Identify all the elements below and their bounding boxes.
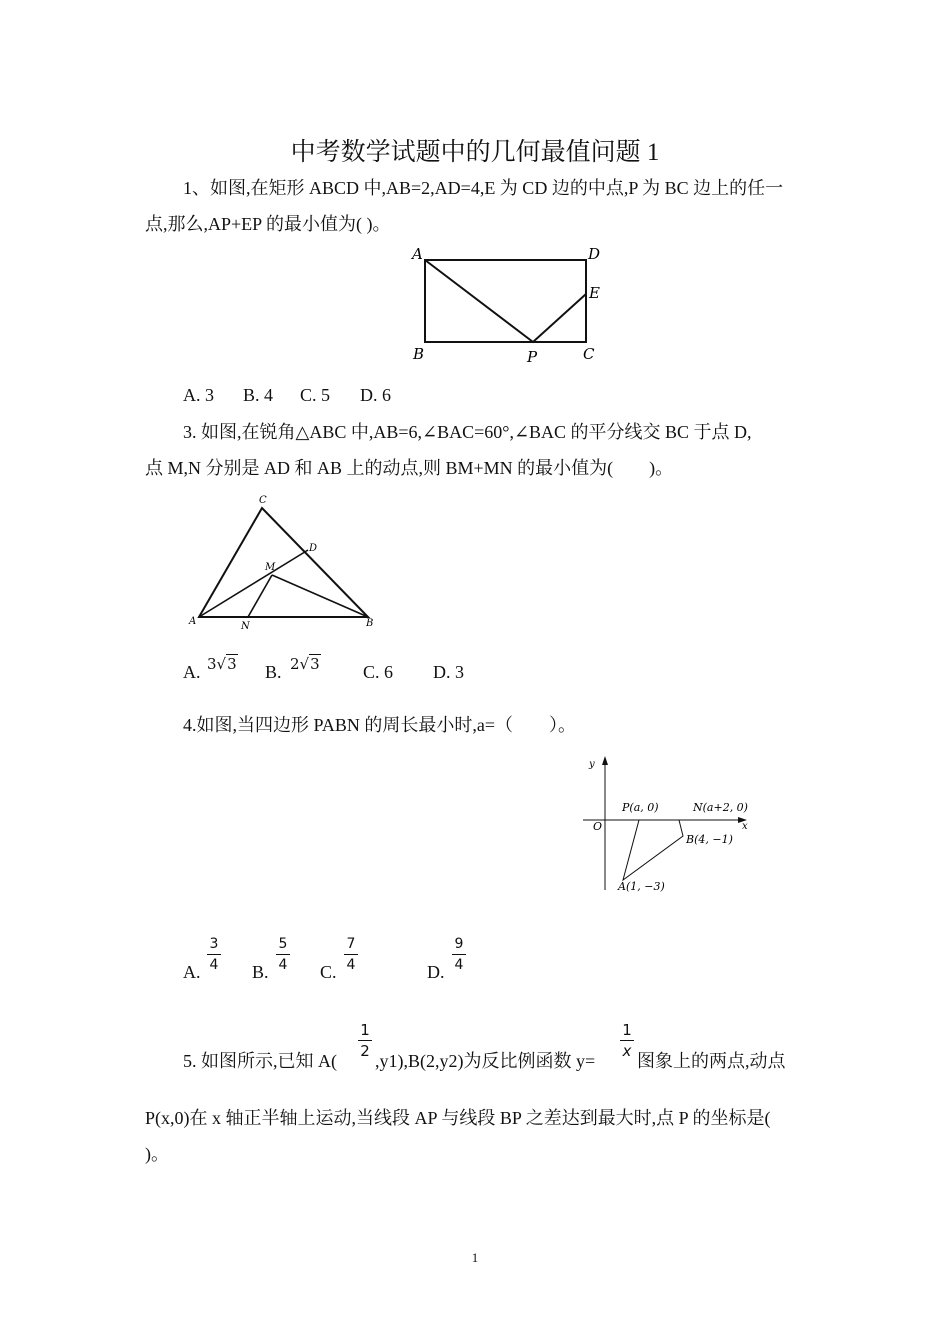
label-p: P(a, 0): [622, 801, 659, 814]
rectangle-abcd: [425, 260, 586, 342]
label-c: C: [259, 495, 267, 506]
label-a: A: [412, 245, 423, 263]
q4-option-c-fraction: 7 4: [344, 936, 358, 973]
page-number: 1: [471, 1250, 479, 1265]
label-e: E: [589, 284, 600, 302]
q3-text-line1: 3. 如图,在锐角△ABC 中,AB=6,∠BAC=60°,∠BAC 的平分线交 BC 于点 D,: [183, 422, 752, 442]
label-b: B: [366, 618, 374, 629]
q5-text-line2: P(x,0)在 x 轴正半轴上运动,当线段 AP 与线段 BP 之差达到最大时,点 P 的坐标是(: [145, 1108, 771, 1128]
q4-option-c-label: C.: [320, 962, 337, 982]
label-x: x: [742, 821, 748, 832]
q1-option-c: C. 5: [300, 385, 331, 405]
q1-option-d: D. 6: [360, 385, 391, 405]
path-a-p-e: [425, 260, 586, 342]
label-p: P: [527, 348, 538, 366]
q1-rectangle-figure: [405, 243, 605, 368]
q3-option-a-label: A.: [183, 662, 201, 682]
label-n: N: [241, 621, 250, 632]
q5-fraction-one-half: 1 2: [358, 1022, 372, 1059]
q4-option-d-label: D.: [427, 962, 445, 982]
q4-option-b-fraction: 5 4: [276, 936, 290, 973]
q4-option-d-fraction: 9 4: [452, 936, 466, 973]
q4-option-a-label: A.: [183, 962, 201, 982]
label-b: B: [413, 345, 425, 363]
q3-option-d: D. 3: [433, 662, 464, 682]
q5-text-part3: 图象上的两点,动点: [637, 1051, 786, 1071]
q1-option-a: A. 3: [183, 385, 214, 405]
q4-option-b-label: B.: [252, 962, 269, 982]
label-b: B(4, −1): [686, 833, 733, 846]
q5-text-part1: 5. 如图所示,已知 A(: [183, 1051, 337, 1071]
q3-option-b-label: B.: [265, 662, 282, 682]
q1-text-line1: 1、如图,在矩形 ABCD 中,AB=2,AD=4,E 为 CD 边的中点,P 为 BC 边上的任一: [183, 178, 784, 198]
label-y: y: [589, 759, 595, 770]
q5-text-line3: )。: [145, 1144, 169, 1164]
q3-text-line2: 点 M,N 分别是 AD 和 AB 上的动点,则 BM+MN 的最小值为( )。: [145, 458, 674, 478]
q5-text-part2: ,y1),B(2,y2)为反比例函数 y=: [375, 1051, 596, 1071]
q3-option-b-value: 2√3: [290, 655, 320, 673]
q4-option-a-fraction: 3 4: [207, 936, 221, 973]
label-n: N(a+2, 0): [693, 801, 748, 814]
y-arrow-icon: [602, 756, 608, 765]
label-a: A(1, −3): [618, 880, 665, 893]
q4-coordinate-figure: [575, 752, 755, 902]
q3-option-a-value: 3√3: [207, 655, 237, 673]
q1-option-b: B. 4: [243, 385, 274, 405]
label-d: D: [588, 245, 601, 263]
page-title: 中考数学试题中的几何最值问题 1: [290, 139, 660, 166]
q5-fraction-one-over-x: 1 x: [620, 1022, 634, 1059]
segment-bm: [272, 575, 368, 617]
q3-triangle-figure: [185, 490, 385, 635]
q3-option-c: C. 6: [363, 662, 394, 682]
label-origin: O: [593, 820, 603, 833]
label-c: C: [583, 345, 595, 363]
q4-text: 4.如图,当四边形 PABN 的周长最小时,a=（ ）。: [183, 715, 577, 735]
label-d: D: [309, 543, 318, 554]
label-a: A: [189, 616, 197, 627]
label-m: M: [265, 562, 276, 573]
segment-mn: [248, 575, 272, 617]
quadrilateral-pabn: [623, 820, 683, 880]
q1-text-line2: 点,那么,AP+EP 的最小值为( )。: [145, 214, 391, 234]
